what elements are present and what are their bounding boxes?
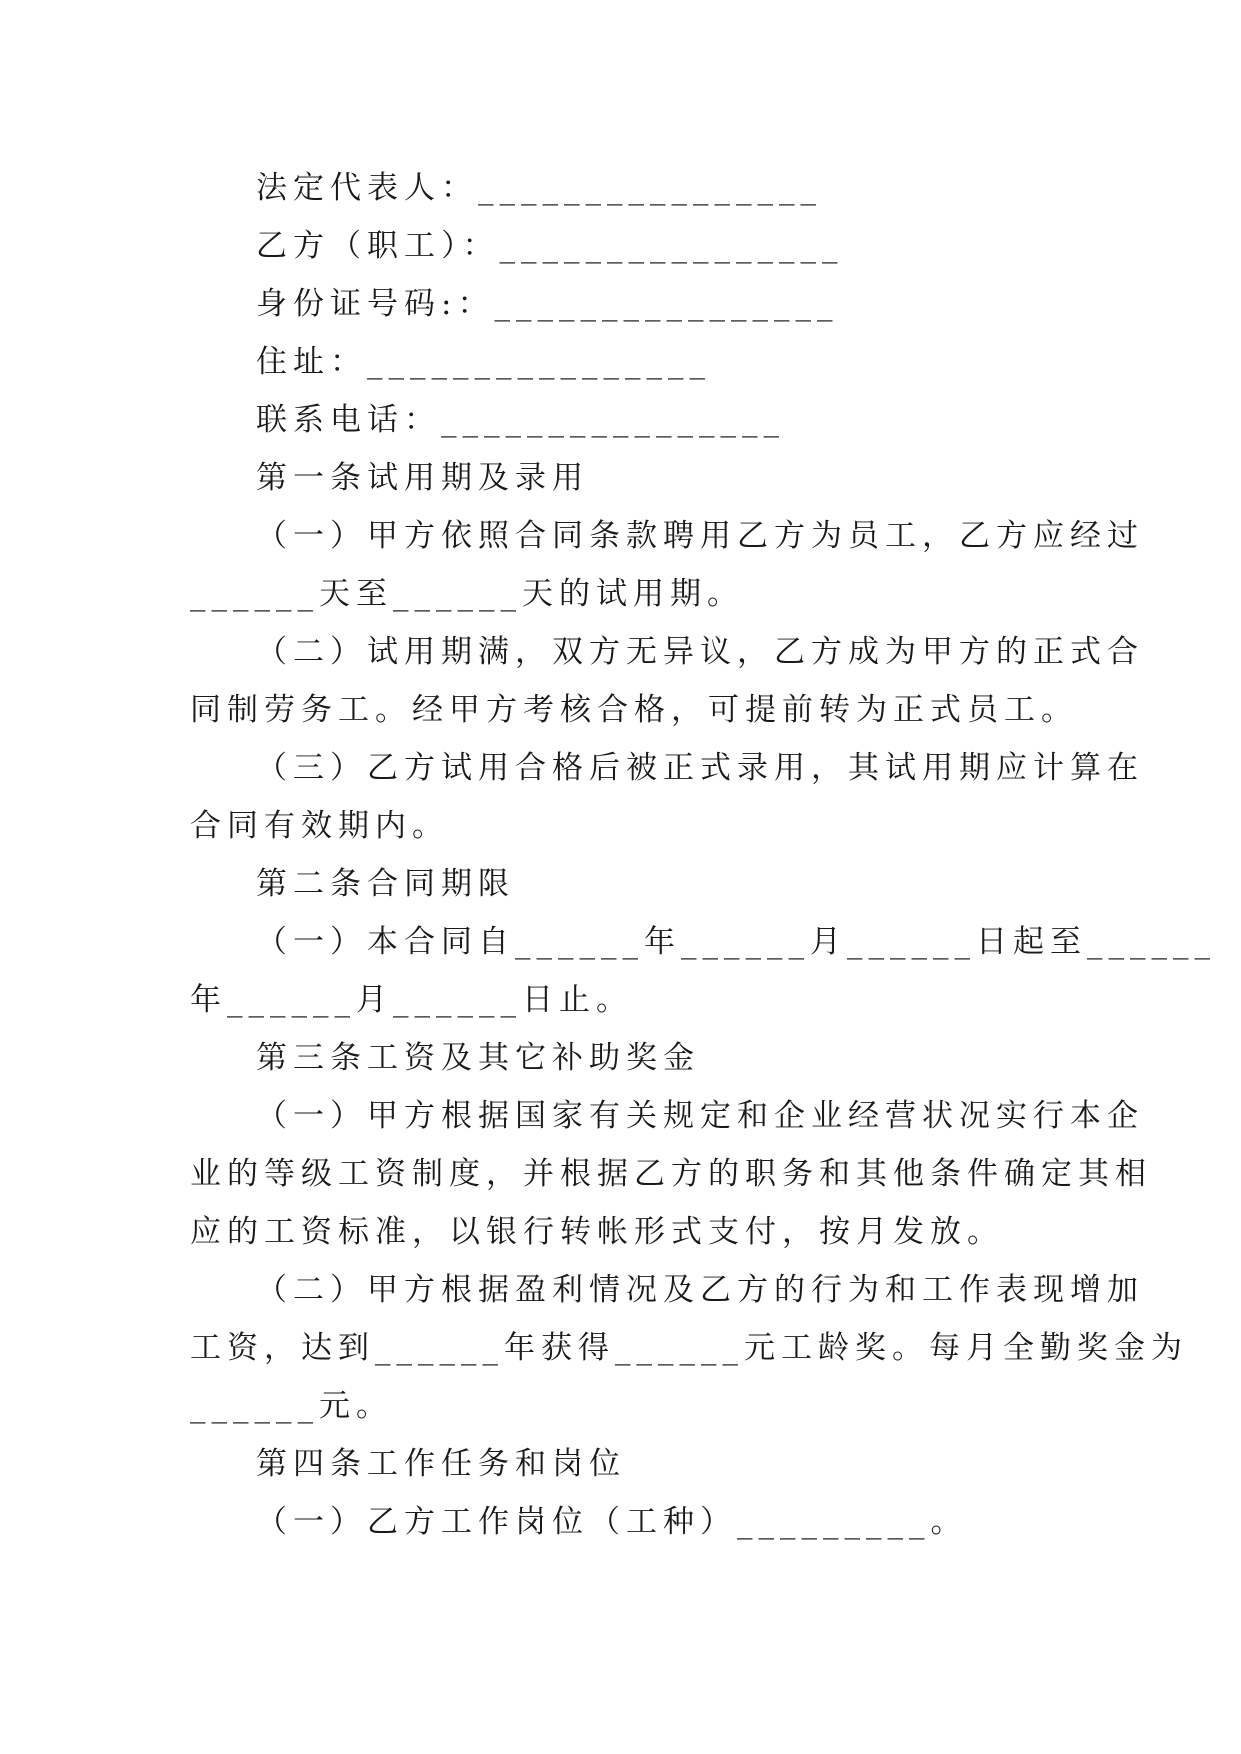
article-four-heading: 第四条工作任务和岗位 — [256, 1446, 626, 1482]
legal-representative-line: 法定代表人：________________ — [256, 170, 822, 206]
article-three-clause-2: （二）甲方根据盈利情况及乙方的行为和工作表现增加 — [256, 1272, 1144, 1308]
article-one-clause-3: （三）乙方试用合格后被正式录用，其试用期应计算在 — [256, 750, 1144, 786]
article-three-clause-2-cont-2: ______元。 — [190, 1388, 393, 1424]
article-four-clause-1: （一）乙方工作岗位（工种）_________。 — [256, 1504, 968, 1540]
article-two-clause-1: （一）本合同自______年______月______日起至______ — [256, 924, 1216, 960]
article-one-clause-3-cont: 合同有效期内。 — [190, 808, 449, 844]
phone-line: 联系电话：________________ — [256, 402, 785, 438]
article-three-clause-2-cont-1: 工资，达到______年获得______元工龄奖。每月全勤奖金为 — [190, 1330, 1188, 1366]
party-b-line: 乙方（职工）：________________ — [256, 228, 844, 264]
article-one-heading: 第一条试用期及录用 — [256, 460, 589, 496]
article-two-heading: 第二条合同期限 — [256, 866, 515, 902]
article-three-clause-1-cont-2: 应的工资标准，以银行转帐形式支付，按月发放。 — [190, 1214, 1004, 1250]
article-one-clause-1-cont: ______天至______天的试用期。 — [190, 576, 744, 612]
article-one-clause-2-cont: 同制劳务工。经甲方考核合格，可提前转为正式员工。 — [190, 692, 1078, 728]
article-three-heading: 第三条工资及其它补助奖金 — [256, 1040, 700, 1076]
article-two-clause-1-cont: 年______月______日止。 — [190, 982, 633, 1018]
article-three-clause-1-cont-1: 业的等级工资制度，并根据乙方的职务和其他条件确定其相 — [190, 1156, 1152, 1192]
article-one-clause-1: （一）甲方依照合同条款聘用乙方为员工，乙方应经过 — [256, 518, 1144, 554]
id-number-line: 身份证号码:：________________ — [256, 286, 839, 322]
address-line: 住址：________________ — [256, 344, 711, 380]
article-one-clause-2: （二）试用期满，双方无异议，乙方成为甲方的正式合 — [256, 634, 1144, 670]
article-three-clause-1: （一）甲方根据国家有关规定和企业经营状况实行本企 — [256, 1098, 1144, 1134]
